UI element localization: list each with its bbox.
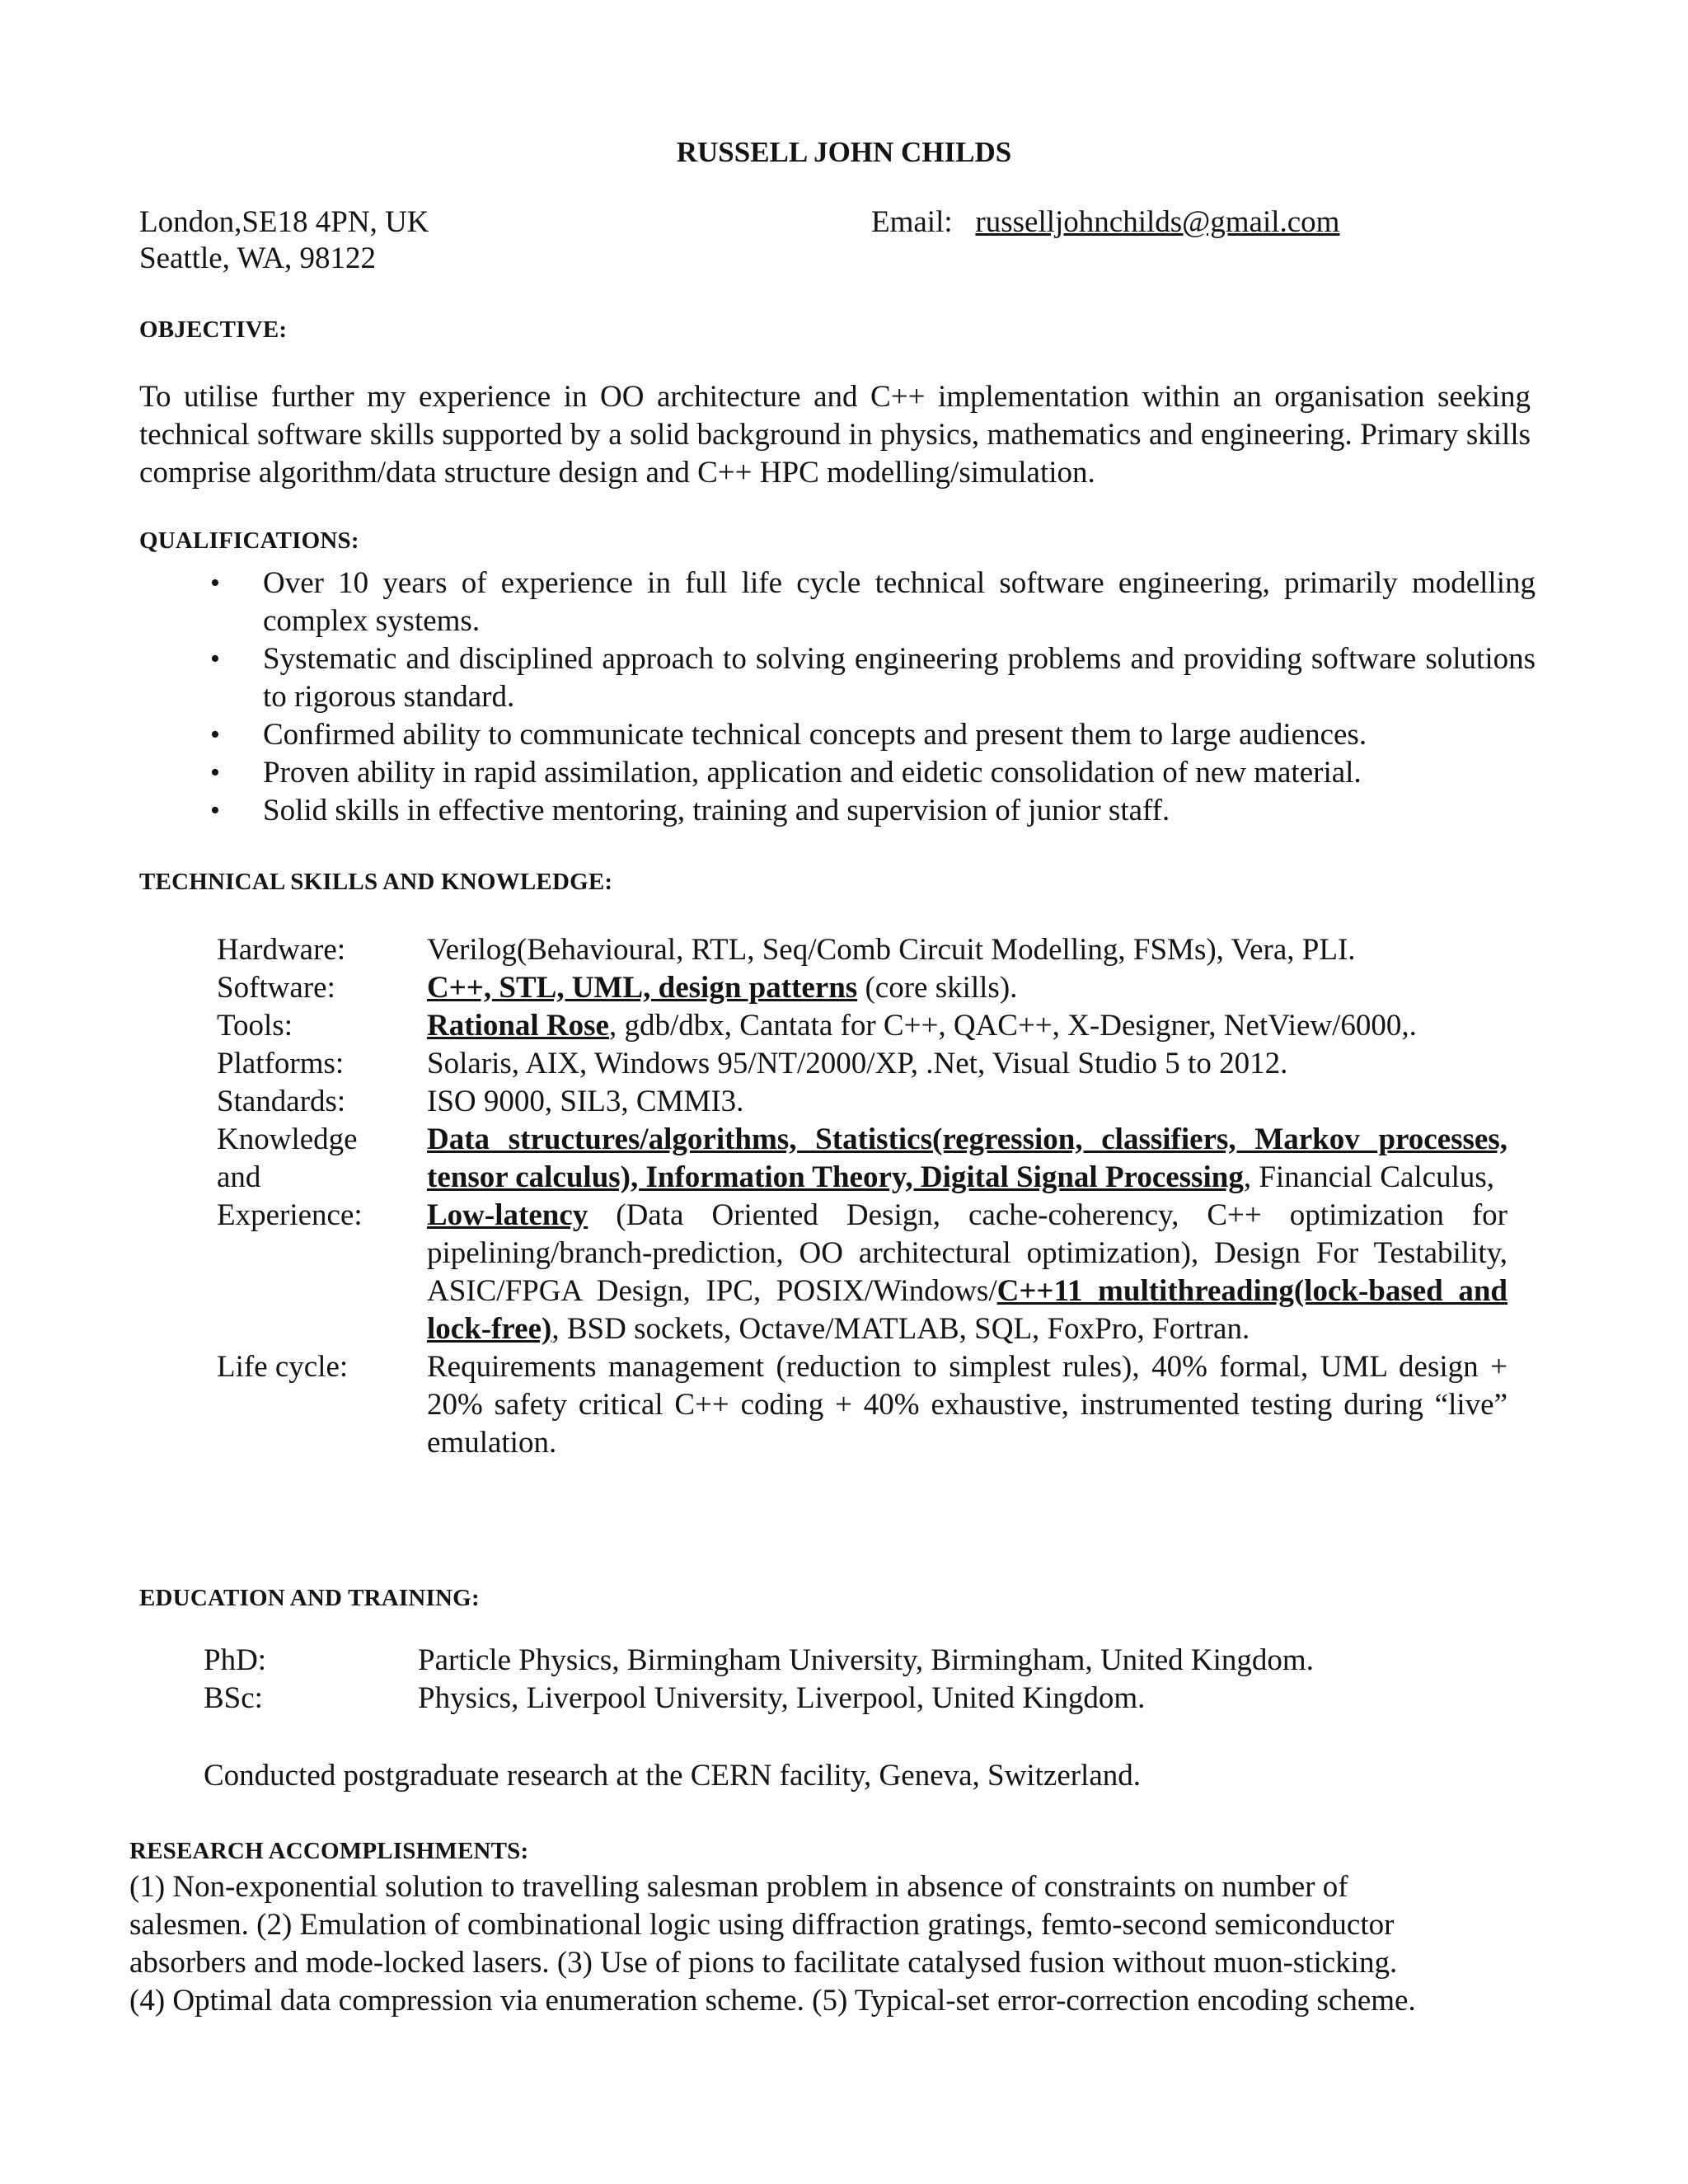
email-link[interactable]: russelljohnchilds@gmail.com (975, 205, 1340, 239)
skill-row-hardware (217, 931, 1507, 969)
skill-value: C++, STL, UML, design patterns (core skills). (427, 971, 1018, 1005)
education-table (204, 1642, 1314, 1718)
skill-row-platforms (217, 1045, 1507, 1083)
objective-text: To utilise further my experience in OO architecture and C++ implementation within an organisation seeking technical software skills supported by a solid background in physics, mathematics and engineering. Primary skills comprise algorithm/data structure design and C++ HPC modelling/simulation. (139, 380, 1531, 490)
research-line: absorbers and mode-locked lasers. (3) Use of pions to facilitate catalysed fusion without muon-sticking. (129, 1946, 1398, 1980)
bullet-glyph: • (210, 719, 220, 750)
candidate-name: RUSSELL JOHN CHILDS (676, 136, 1012, 168)
degree-label: PhD: (204, 1643, 267, 1677)
list-item: • Solid skills in effective mentoring, training and supervision of junior staff. (210, 792, 1536, 830)
list-item: • Proven ability in rapid assimilation, application and eidetic consolidation of new material. (210, 754, 1536, 792)
research-line: (4) Optimal data compression via enumeration scheme. (5) Typical-set error-correction encoding scheme. (129, 1984, 1416, 2018)
qualifications-heading: QUALIFICATIONS: (139, 527, 359, 554)
address-line-1: London,SE18 4PN, UK (139, 205, 429, 239)
email-block (871, 204, 1339, 241)
bullet-glyph: • (210, 644, 220, 674)
bullet-glyph: • (210, 568, 220, 598)
skill-label: Platforms: (217, 1047, 345, 1080)
education-note: Conducted postgraduate research at the CERN facility, Geneva, Switzerland. (204, 1759, 1142, 1793)
skill-value: Data structures/algorithms, Statistics(regression, classifiers, Markov processes, tensor calculus), Information Theory, Digital Signal Processing, Financial Calculus, Low-latency (Data Oriented Design, cache-coherency, C++ optimization for pipelining/branch-prediction, OO architectural optimization), Design For Testability, ASIC/FPGA Design, IPC, POSIX/Windows/C++11 multithreading(lock-based and lock-free), BSD sockets, Octave/MATLAB, SQL, FoxPro, Fortran. (427, 1122, 1507, 1346)
research-line: (1) Non-exponential solution to travelling salesman problem in absence of constraints on number of (129, 1870, 1348, 1904)
skill-label: Tools: (217, 1009, 293, 1043)
address-block (139, 204, 429, 277)
skill-row-software (217, 969, 1507, 1007)
skill-label: Knowledge and Experience: (217, 1122, 363, 1232)
skill-label: Software: (217, 971, 335, 1005)
skill-value: Verilog(Behavioural, RTL, Seq/Comb Circuit Modelling, FSMs), Vera, PLI. (427, 933, 1356, 967)
list-item: • Systematic and disciplined approach to solving engineering problems and providing software solutions to rigorous standard. (210, 642, 1536, 714)
skill-value: Requirements management (reduction to simplest rules), 40% formal, UML design + 20% safety critical C++ coding + 40% exhaustive, instrumented testing during “live” emulation. (427, 1350, 1507, 1460)
skill-value: Rational Rose, gdb/dbx, Cantata for C++, QAC++, X-Designer, NetView/6000,. (427, 1009, 1417, 1043)
research-text (129, 1868, 1531, 2020)
qualifications-list (210, 565, 1536, 830)
skills-heading: TECHNICAL SKILLS AND KNOWLEDGE: (139, 869, 613, 895)
bullet-glyph: • (210, 795, 220, 826)
skills-table (217, 931, 1507, 1462)
education-heading: EDUCATION AND TRAINING: (139, 1585, 480, 1611)
bullet-glyph: • (210, 757, 220, 788)
skill-row-knowledge (217, 1121, 1507, 1348)
list-item: • Over 10 years of experience in full life cycle technical software engineering, primarily modelling complex systems. (210, 566, 1536, 638)
education-row-phd (204, 1642, 1314, 1680)
degree-value: Physics, Liverpool University, Liverpool, United Kingdom. (418, 1681, 1146, 1715)
skill-row-tools (217, 1007, 1507, 1045)
education-row-bsc (204, 1680, 1314, 1718)
address-line-2: Seattle, WA, 98122 (139, 241, 377, 275)
skill-label: Hardware: (217, 933, 346, 967)
skill-row-lifecycle (217, 1348, 1507, 1462)
research-heading: RESEARCH ACCOMPLISHMENTS: (129, 1838, 529, 1864)
skill-value: Solaris, AIX, Windows 95/NT/2000/XP, .Net, Visual Studio 5 to 2012. (427, 1047, 1288, 1080)
skill-row-standards (217, 1083, 1507, 1121)
list-item: • Confirmed ability to communicate technical concepts and present them to large audiences. (210, 716, 1536, 754)
degree-value: Particle Physics, Birmingham University, Birmingham, United Kingdom. (418, 1643, 1314, 1677)
degree-label: BSc: (204, 1681, 263, 1715)
skill-label: Standards: (217, 1085, 346, 1118)
skill-label: Life cycle: (217, 1350, 349, 1384)
email-label: Email: (871, 205, 953, 239)
skill-value: ISO 9000, SIL3, CMMI3. (427, 1085, 744, 1118)
research-line: salesmen. (2) Emulation of combinational logic using diffraction gratings, femto-second semiconductor (129, 1908, 1395, 1942)
objective-heading: OBJECTIVE: (139, 316, 288, 343)
